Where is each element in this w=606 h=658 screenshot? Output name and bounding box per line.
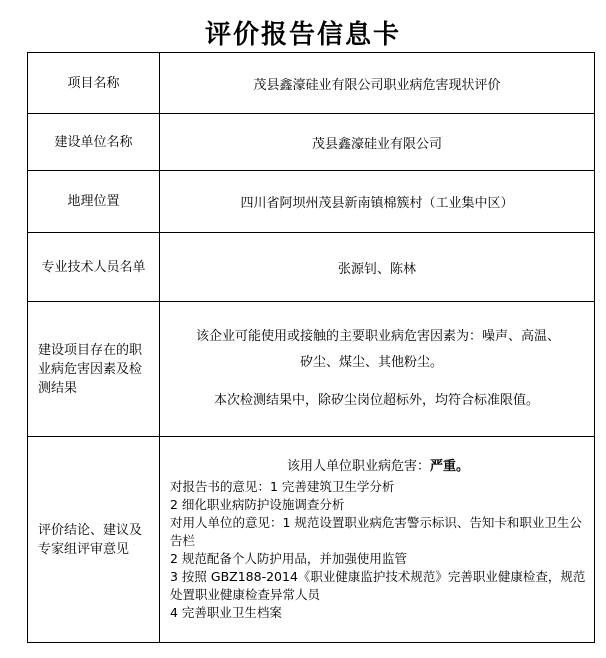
- construction-unit-label: 建设单位名称: [28, 114, 160, 171]
- conclusion-line: 2 细化职业病防护设施调查分析: [170, 496, 345, 512]
- hazards-value: [160, 302, 595, 437]
- location-value: 四川省阿坝州茂县新南镇棉簇村（工业集中区）: [160, 171, 595, 233]
- construction-unit-value: 茂县鑫濠硅业有限公司: [160, 114, 595, 171]
- location-label: 地理位置: [28, 171, 160, 233]
- table-row: [28, 171, 595, 233]
- project-name-label: 项目名称: [28, 53, 160, 114]
- conclusion-line: 3 按照 GBZ188-2014《职业健康监护技术规范》完善职业健康检查，规范处置职业健康检查异常人员: [170, 568, 586, 602]
- conclusion-severity: 严重。: [430, 458, 470, 474]
- table-row: [28, 302, 595, 437]
- conclusion-label: 评价结论、建议及专家组评审意见: [28, 437, 160, 643]
- hazards-line-2: 矽尘、煤尘、其他粉尘。: [300, 355, 444, 370]
- hazards-line-3: 本次检测结果中，除矽尘岗位超标外，均符合标准限值。: [214, 393, 540, 408]
- conclusion-heading-text: 该用人单位职业病危害：: [286, 458, 430, 474]
- info-card-table: [27, 52, 595, 643]
- page-title: 评价报告信息卡: [204, 20, 401, 50]
- project-name-value: 茂县鑫濠硅业有限公司职业病危害现状评价: [160, 53, 595, 114]
- staff-label: 专业技术人员名单: [28, 233, 160, 302]
- conclusion-line: 对报告书的意见：1 完善建筑卫生学分析: [170, 478, 395, 494]
- conclusion-line: 对用人单位的意见：1 规范设置职业病危害警示标识、告知卡和职业卫生公告栏: [170, 514, 582, 548]
- table-row: [28, 233, 595, 302]
- conclusion-heading: [170, 458, 586, 476]
- table-row: [28, 53, 595, 114]
- conclusion-line: 2 规范配备个人防护用品，并加强使用监管: [170, 550, 407, 566]
- conclusion-line: 4 完善职业卫生档案: [170, 604, 282, 620]
- hazards-line-1: 该企业可能使用或接触的主要职业病危害因素为：噪声、高温、: [196, 329, 561, 344]
- hazards-label: 建设项目存在的职业病危害因素及检测结果: [28, 302, 160, 437]
- conclusion-value: [160, 437, 595, 643]
- table-row: [28, 437, 595, 643]
- table-row: [28, 114, 595, 171]
- staff-value: 张源钊、陈林: [160, 233, 595, 302]
